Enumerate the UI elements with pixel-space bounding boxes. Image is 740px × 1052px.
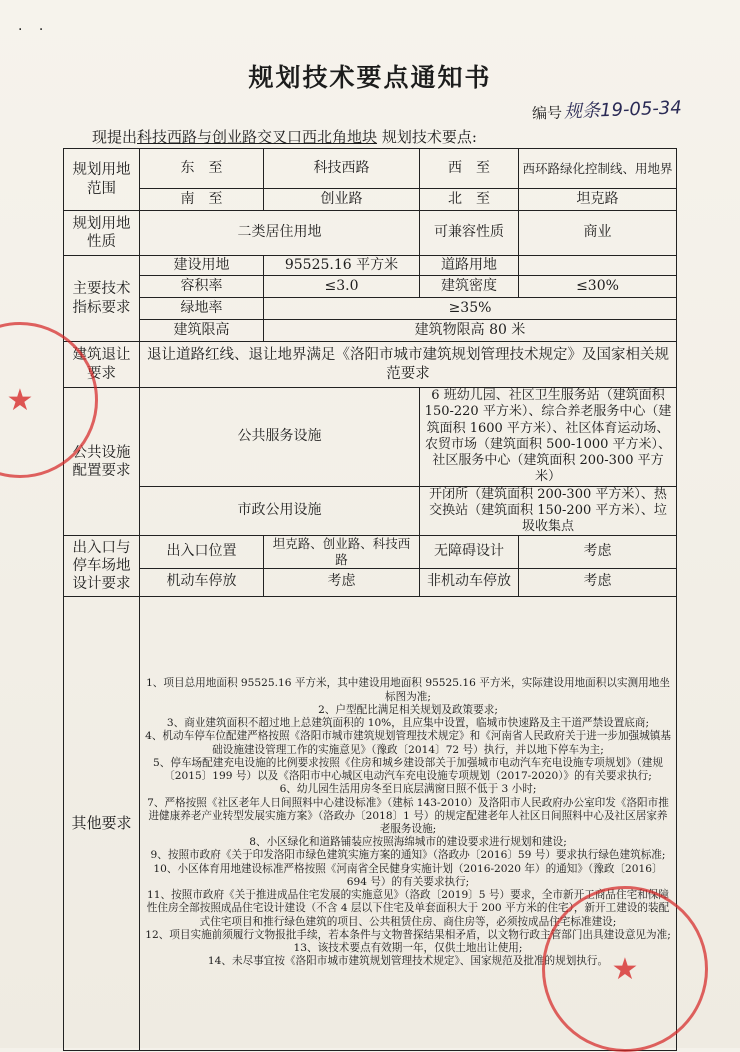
entrance-value: 坦克路、创业路、科技西路: [264, 536, 420, 568]
west-label: 西 至: [420, 149, 519, 189]
access-label: 出入口与停车场地设计要求: [64, 536, 140, 596]
nonmotor-parking-label: 非机动车停放: [420, 568, 519, 596]
list-item: 2、户型配比满足相关规划及政策要求;: [318, 703, 498, 716]
nonmotor-parking-value: 考虑: [519, 568, 677, 596]
municipal-facilities-value: 开闭所（建筑面积 200-300 平方米）、热交换站（建筑面积 150-200 平方米）、垃圾收集点: [420, 486, 677, 536]
other-label: 其他要求: [64, 596, 140, 1050]
document-number-label: 编号: [531, 103, 563, 123]
intro-prefix: 现提出: [92, 128, 138, 146]
corner-marks: · ·: [18, 22, 50, 38]
build-area-value: 95525.16 平方米: [264, 256, 420, 276]
other-requirements: [140, 596, 677, 1050]
table-row: [64, 568, 677, 596]
municipal-facilities-label: 市政公用设施: [140, 486, 420, 536]
table-row: [64, 388, 677, 487]
table-row: [64, 256, 677, 276]
table-row: [64, 149, 677, 189]
intro-site: 科技西路与创业路交叉口西北角地块: [137, 128, 378, 146]
north-value: 坦克路: [519, 189, 677, 211]
nature-value: 二类居住用地: [140, 211, 420, 256]
list-item: 6、幼儿园生活用房冬至日底层满窗日照不低于 3 小时;: [279, 783, 537, 796]
east-value: 科技西路: [264, 149, 420, 189]
facilities-label: 公共设施配置要求: [64, 388, 140, 536]
far-value: ≤3.0: [264, 276, 420, 298]
nature-label: 规划用地性质: [64, 211, 140, 256]
intro-suffix: 规划技术要点:: [381, 128, 477, 146]
list-item: 14、未尽事宜按《洛阳市城市建筑规划管理技术规定》、国家规范及批准的规划执行。: [207, 955, 609, 968]
road-area-value: [519, 256, 677, 276]
list-item: 5、停车场配建充电设施的比例要求按照《住房和城乡建设部关于加强城市电动汽车充电设施专项规划》（建规〔2015〕199 号）以及《洛阳市中心城区电动汽车充电设施专项规划（2017-2020）》的有关要求执行;: [153, 756, 663, 783]
list-item: 7、严格按照《社区老年人日间照料中心建设标准》（建标 143-2010）及洛阳市人民政府办公室印发《洛阳市推进健康养老产业转型发展实施方案》（洛政办〔2018〕1 号）的规定配建老年人社区日间照料中心及社区居家养老服务设施;: [147, 796, 669, 835]
east-label: 东 至: [140, 149, 264, 189]
document-number-value: 规条19-05-34: [563, 97, 683, 123]
requirements-table: [63, 148, 677, 1051]
compat-value: 商业: [519, 211, 677, 256]
list-item: 1、项目总用地面积 95525.16 平方米，其中建设用地面积 95525.16 平方米，实际建设用地面积以实测用地坐标图为准;: [146, 677, 670, 703]
south-value: 创业路: [264, 189, 420, 211]
motor-parking-label: 机动车停放: [140, 568, 264, 596]
density-label: 建筑密度: [420, 276, 519, 298]
entrance-label: 出入口位置: [140, 536, 264, 568]
north-label: 北 至: [420, 189, 519, 211]
public-facilities-label: 公共服务设施: [140, 388, 420, 487]
list-item: 9、按照市政府《关于印发洛阳市绿色建筑实施方案的通知》（洛政办〔2016〕59 号）要求执行绿色建筑标准;: [150, 849, 666, 862]
table-row: [64, 536, 677, 568]
table-row: [64, 486, 677, 536]
barrier-label: 无障碍设计: [420, 536, 519, 568]
list-item: 13、该技术要点有效期一年，仅供土地出让使用;: [293, 942, 523, 955]
document-title: 规划技术要点通知书: [248, 63, 492, 92]
build-area-label: 建设用地: [140, 256, 264, 276]
table-row: [64, 342, 677, 388]
height-label: 建筑限高: [140, 320, 264, 342]
table-row: [64, 189, 677, 211]
seal-star-icon: ★: [611, 951, 639, 987]
list-item: 4、机动车停车位配建严格按照《洛阳市城市建筑规划管理技术规定》和《河南省人民政府关于进一步加强城镇基础设施建设管理工作的实施意见》（豫政〔2014〕72 号）执行，并以地下停车为主;: [145, 730, 671, 756]
green-value: ≥35%: [264, 298, 677, 320]
table-row: [64, 596, 677, 1050]
south-label: 南 至: [140, 189, 264, 211]
compat-label: 可兼容性质: [420, 211, 519, 256]
intro-line: [92, 126, 477, 147]
scope-label: 规划用地范围: [64, 149, 140, 211]
list-item: 10、小区体育用地建设标准严格按照《河南省全民健身实施计划（2016-2020 年）的通知》（豫政〔2016〕694 号）的有关要求执行;: [153, 862, 663, 888]
seal-star-icon: ★: [6, 382, 34, 418]
west-value: 西环路绿化控制线、用地界: [519, 149, 677, 189]
indicators-label: 主要技术指标要求: [64, 256, 140, 342]
road-area-label: 道路用地: [420, 256, 519, 276]
table-row: [64, 211, 677, 256]
public-facilities-value: 6 班幼儿园、社区卫生服务站（建筑面积 150-220 平方米）、综合养老服务中心（建筑面积 1600 平方米）、社区体育运动场、农贸市场（建筑面积 500-1000 平方米）、社区服务中心（建筑面积 200-300 平方米）: [420, 388, 677, 487]
far-label: 容积率: [140, 276, 264, 298]
setback-label: 建筑退让要求: [64, 342, 140, 388]
list-item: 3、商业建筑面积不超过地上总建筑面积的 10%，且应集中设置，临城市快速路及主干道严禁设置底商;: [166, 717, 650, 730]
motor-parking-value: 考虑: [264, 568, 420, 596]
table-row: [64, 298, 677, 320]
density-value: ≤30%: [519, 276, 677, 298]
list-item: 8、小区绿化和道路铺装应按照海绵城市的建设要求进行规划和建设;: [249, 836, 567, 849]
setback-value: 退让道路红线、退让地界满足《洛阳市城市建筑规划管理技术规定》及国家相关规范要求: [140, 342, 677, 388]
green-label: 绿地率: [140, 298, 264, 320]
document-number: [532, 93, 683, 124]
table-row: [64, 320, 677, 342]
barrier-value: 考虑: [519, 536, 677, 568]
height-value: 建筑物限高 80 米: [264, 320, 677, 342]
list-item: 12、项目实施前须履行文物报批手续，若本条件与文物普探结果相矛盾，以文物行政主管部门出具建设意见为准;: [145, 928, 671, 941]
table-row: [64, 276, 677, 298]
list-item: 11、按照市政府《关于推进成品住宅发展的实施意见》（洛政〔2019〕5 号）要求，全市新开工商品住宅和保障性住房全部按照成品住宅设计建设（不含 4 层以下住宅及单套面积大于 200 平方米的住宅），新开工建设的装配式住宅项目和推行绿色建筑的项目、公共租赁住房、商住房等，必须按成品住宅标准建设;: [146, 889, 670, 928]
